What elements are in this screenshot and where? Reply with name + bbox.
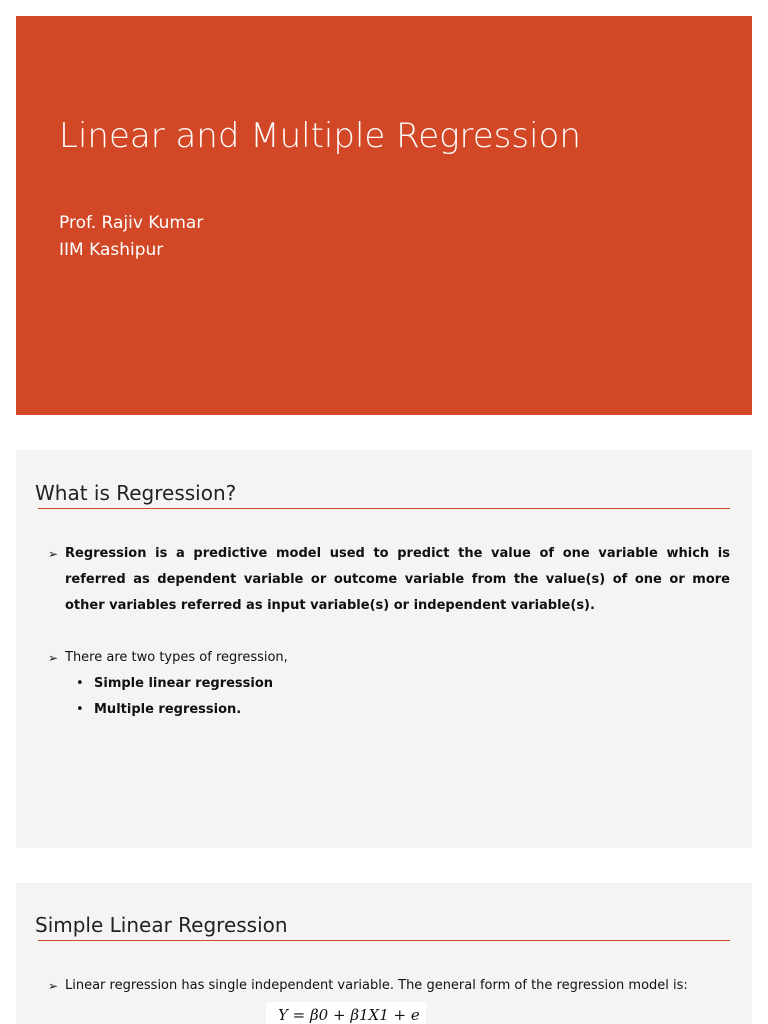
dot-bullet-icon: •	[76, 702, 84, 717]
regression-types-list	[76, 671, 273, 723]
presentation-title: Linear and Multiple Regression	[59, 116, 581, 156]
regression-formula: Y = β0 + β1X1 + e	[266, 1002, 426, 1024]
list-item-label: Multiple regression.	[94, 702, 242, 717]
heading-divider	[38, 508, 730, 509]
linear-regression-bullet	[48, 973, 730, 999]
definition-bullet	[48, 541, 730, 619]
title-slide	[16, 16, 752, 415]
arrow-bullet-icon: ➢	[48, 979, 59, 993]
slide-heading: What is Regression?	[35, 481, 237, 505]
list-item-label: Simple linear regression	[94, 676, 274, 691]
slide-what-is-regression	[16, 450, 752, 848]
arrow-bullet-icon: ➢	[48, 651, 59, 665]
types-bullet	[48, 645, 730, 671]
author-name: Prof. Rajiv Kumar	[59, 213, 204, 233]
list-item	[76, 671, 273, 697]
definition-text: Regression is a predictive model used to predict the value of one variable which is referred as dependent variable or outcome variable from the value(s) of one or more other variables referred as input variable(s) or independent variable(s).	[65, 546, 730, 613]
linear-regression-text: Linear regression has single independent variable. The general form of the regression model is:	[65, 978, 688, 993]
heading-divider	[38, 940, 730, 941]
list-item	[76, 697, 273, 723]
author-institution: IIM Kashipur	[59, 240, 164, 260]
author-block	[59, 210, 203, 264]
slide-heading: Simple Linear Regression	[35, 913, 288, 937]
slide-simple-linear-regression	[16, 883, 752, 1024]
types-intro-text: There are two types of regression,	[65, 650, 288, 665]
dot-bullet-icon: •	[76, 676, 84, 691]
arrow-bullet-icon: ➢	[48, 547, 59, 561]
